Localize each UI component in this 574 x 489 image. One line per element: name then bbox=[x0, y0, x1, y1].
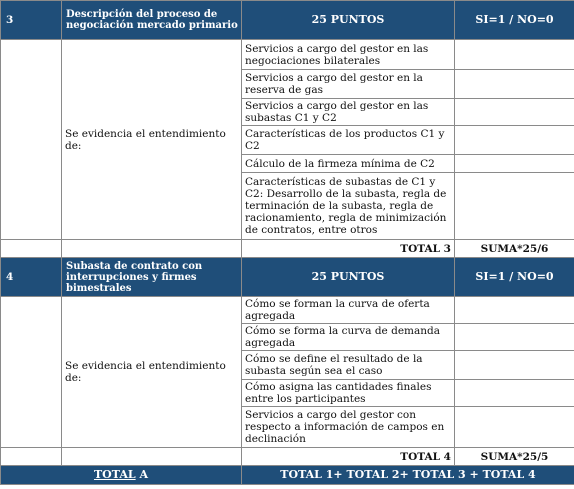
section-4-total-formula: SUMA*25/5 bbox=[455, 448, 574, 466]
section-3-item-3: Servicios a cargo del gestor en las subastas C1 y C2 bbox=[242, 99, 455, 126]
section-4-total-label: TOTAL 4 bbox=[242, 448, 455, 466]
section-3-score-cell-1[interactable] bbox=[455, 40, 574, 70]
section-3-total-spacer bbox=[62, 240, 242, 258]
section-4-total-spacer bbox=[62, 448, 242, 466]
section-4-total-spacer bbox=[1, 448, 62, 466]
section-3-score-cell-2[interactable] bbox=[455, 70, 574, 99]
section-3-item-4: Características de los productos C1 y C2 bbox=[242, 126, 455, 155]
section-4-criterion: Se evidencia el entendimiento de: bbox=[62, 297, 242, 448]
section-3-description: Descripción del proceso de negociación mercado primario bbox=[62, 1, 242, 40]
section-4-score-cell-5[interactable] bbox=[455, 407, 574, 448]
section-4-number-spacer bbox=[1, 297, 62, 448]
section-3-score-cell-6[interactable] bbox=[455, 173, 574, 240]
section-3-score-cell-4[interactable] bbox=[455, 126, 574, 155]
section-3-total-label: TOTAL 3 bbox=[242, 240, 455, 258]
section-4-item-2: Cómo se forma la curva de demanda agregada bbox=[242, 324, 455, 351]
section-4-score-cell-1[interactable] bbox=[455, 297, 574, 324]
section-3-item-5: Cálculo de la firmeza mínima de C2 bbox=[242, 155, 455, 173]
section-3-total-row bbox=[1, 240, 574, 258]
section-3-score-cell-3[interactable] bbox=[455, 99, 574, 126]
section-4-description: Subasta de contrato con interrupciones y firmes bimestrales bbox=[62, 258, 242, 297]
section-3-item-1: Servicios a cargo del gestor en las negociaciones bilaterales bbox=[242, 40, 455, 70]
section-3-score-cell-5[interactable] bbox=[455, 155, 574, 173]
section-4-points: 25 PUNTOS bbox=[242, 258, 455, 297]
section-4-score-cell-2[interactable] bbox=[455, 324, 574, 351]
section-4-number: 4 bbox=[1, 258, 62, 297]
section-3-number-spacer bbox=[1, 40, 62, 240]
section-4-score-cell-4[interactable] bbox=[455, 380, 574, 407]
section-3-yes-no-header: SI=1 / NO=0 bbox=[455, 1, 574, 40]
section-3-criterion: Se evidencia el entendimiento de: bbox=[62, 40, 242, 240]
section-3-item-2: Servicios a cargo del gestor en la reserva de gas bbox=[242, 70, 455, 99]
final-total-label bbox=[1, 466, 242, 485]
section-4-score-cell-3[interactable] bbox=[455, 351, 574, 380]
section-4-item-row bbox=[1, 297, 574, 324]
section-3-header-row bbox=[1, 1, 574, 40]
section-4-item-1: Cómo se forman la curva de oferta agregada bbox=[242, 297, 455, 324]
final-total-label-suffix: A bbox=[135, 468, 148, 481]
section-4-item-5: Servicios a cargo del gestor con respecto a información de campos en declinación bbox=[242, 407, 455, 448]
section-4-item-4: Cómo asigna las cantidades finales entre los participantes bbox=[242, 380, 455, 407]
section-4-header-row bbox=[1, 258, 574, 297]
section-3-total-spacer bbox=[1, 240, 62, 258]
section-4-item-3: Cómo se define el resultado de la subasta según sea el caso bbox=[242, 351, 455, 380]
section-3-points: 25 PUNTOS bbox=[242, 1, 455, 40]
section-3-number: 3 bbox=[1, 1, 62, 40]
section-3-item-row bbox=[1, 40, 574, 70]
final-total-formula: TOTAL 1+ TOTAL 2+ TOTAL 3 + TOTAL 4 bbox=[242, 466, 574, 485]
section-4-yes-no-header: SI=1 / NO=0 bbox=[455, 258, 574, 297]
section-3-item-6: Características de subastas de C1 y C2: Desarrollo de la subasta, regla de terminación de la subasta, regla de racionamiento, regla de minimización de contratos, entre otros bbox=[242, 173, 455, 240]
final-total-row bbox=[1, 466, 574, 485]
final-total-label-underlined: TOTAL bbox=[94, 468, 136, 481]
section-3-total-formula: SUMA*25/6 bbox=[455, 240, 574, 258]
section-4-total-row bbox=[1, 448, 574, 466]
